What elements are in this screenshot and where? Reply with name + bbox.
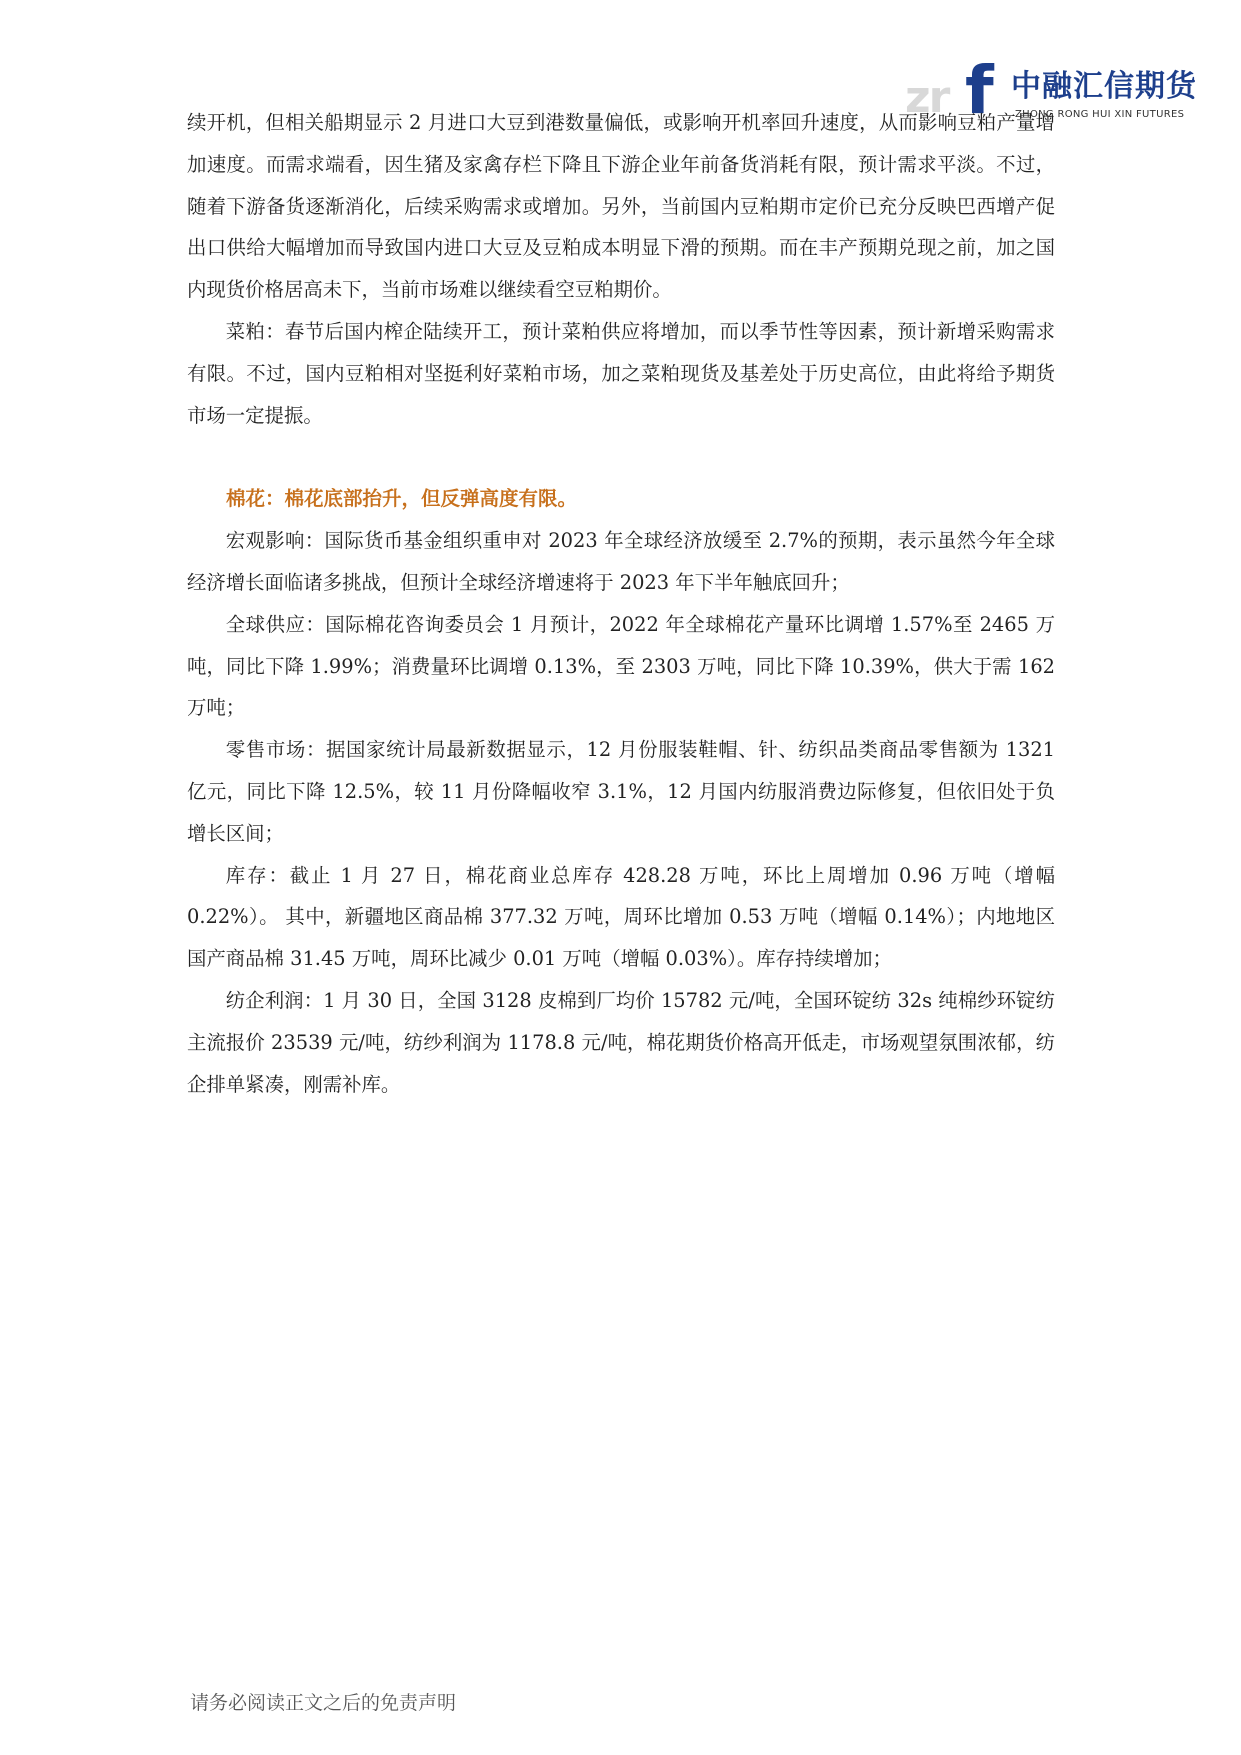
disclaimer-footer: 请务必阅读正文之后的免责声明 bbox=[190, 1692, 457, 1714]
paragraph-soymeal-continued: 续开机，但相关船期显示 2 月进口大豆到港数量偏低，或影响开机率回升速度，从而影响豆粕产量增加速度。而需求端看，因生猪及家禽存栏下降且下游企业年前备货消耗有限，预计需求平淡。不过，随着下游备货逐渐消化，后续采购需求或增加。另外，当前国内豆粕期市定价已充分反映巴西增产促出口供给大幅增加而导致国内进口大豆及豆粕成本明显下滑的预期。而在丰产预期兑现之前，加之国内现货价格居高未下，当前市场难以继续看空豆粕期价。 bbox=[187, 111, 1055, 302]
paragraph-macro: 宏观影响：国际货币基金组织重申对 2023 年全球经济放缓至 2.7%的预期，表示虽然今年全球经济增长面临诸多挑战，但预计全球经济增速将于 2023 年下半年触底回升； bbox=[187, 529, 1055, 594]
section-gap bbox=[187, 436, 1055, 478]
logo-mark-zr: zr bbox=[905, 72, 949, 123]
paragraph-retail: 零售市场：据国家统计局最新数据显示，12 月份服装鞋帽、针、纺织品类商品零售额为 1321 亿元，同比下降 12.5%，较 11 月份降幅收窄 3.1%，12 月国内纺服消费边际修复，但依旧处于负增长区间； bbox=[187, 738, 1055, 845]
logo-name-en: ZHONG RONG HUI XIN FUTURES bbox=[1015, 109, 1185, 120]
logo-mark-f: f bbox=[965, 52, 994, 129]
document-body bbox=[187, 102, 1055, 1105]
paragraph-global-supply: 全球供应：国际棉花咨询委员会 1 月预计，2022 年全球棉花产量环比调增 1.57%至 2465 万吨，同比下降 1.99%；消费量环比调增 0.13%，至 2303 万吨，同比下降 10.39%，供大于需 162 万吨； bbox=[187, 612, 1055, 720]
section-heading-cotton: 棉花：棉花底部抬升，但反弹高度有限。 bbox=[226, 487, 578, 511]
paragraph-rapeseed-meal: 菜粕：春节后国内榨企陆续开工，预计菜粕供应将增加，而以季节性等因素，预计新增采购需求有限。不过，国内豆粕相对坚挺利好菜粕市场，加之菜粕现货及基差处于历史高位，由此将给予期货市场一定提振。 bbox=[187, 319, 1055, 427]
paragraph-mill-profit: 纺企利润：1 月 30 日，全国 3128 皮棉到厂均价 15782 元/吨，全国环锭纺 32s 纯棉纱环锭纺主流报价 23539 元/吨，纺纱利润为 1178.8 元/吨，棉花期货价格高开低走，市场观望氛围浓郁，纺企排单紧凑，刚需补库。 bbox=[187, 988, 1055, 1096]
paragraph-inventory: 库存：截止 1 月 27 日，棉花商业总库存 428.28 万吨，环比上周增加 0.96 万吨（增幅 0.22%）。 其中，新疆地区商品棉 377.32 万吨，周环比增加 0.53 万吨（增幅 0.14%）；内地地区国产商品棉 31.45 万吨，周环比减少 0.01 万吨（增幅 0.03%）。库存持续增加； bbox=[187, 863, 1055, 971]
logo-name-cn: 中融汇信期货 bbox=[1011, 69, 1197, 104]
